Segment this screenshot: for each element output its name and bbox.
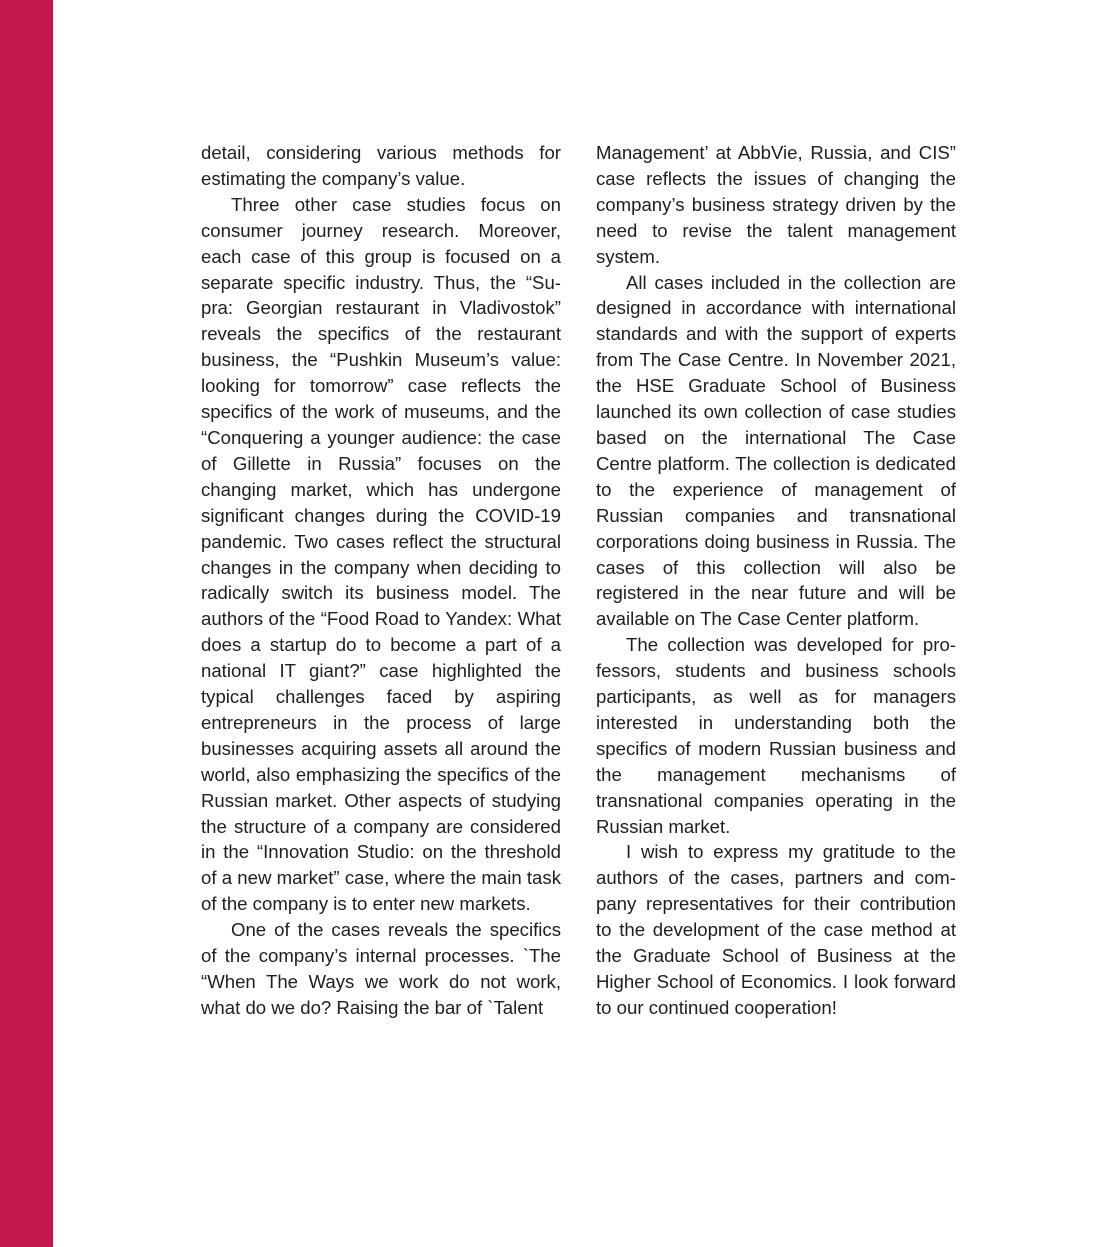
accent-side-bar xyxy=(0,0,53,1247)
paragraph: The collection was developed for professors, students and business schools participants, as well as for managers interested in understanding both the specifics of modern Russian business and the management mechanisms of transnational companies operating in the Russian market. xyxy=(596,634,956,837)
paragraph: detail, considering various methods for estimating the company’s value. xyxy=(201,142,561,189)
paragraph: One of the cases reveals the specifics of the company’s internal processes. `The “When The Ways we work do not work, what do we do? Raising the bar of `Talent xyxy=(201,919,561,1018)
right-text-column xyxy=(596,140,956,1021)
paragraph: All cases included in the collection are designed in accordance with international standards and with the support of experts from The Case Centre. In November 2021, the HSE Graduate School of Business launched its own collection of case studies based on the international The Case Centre platform. The collection is dedicated to the experience of management of Russian companies and transnational corporations doing business in Russia. The cases of this collection will also be registered in the near future and will be available on The Case Center platform. xyxy=(596,271,956,630)
left-text-column xyxy=(201,140,561,1021)
paragraph: I wish to express my gratitude to the authors of the cases, partners and company representatives for their contribution to the development of the case method at the Graduate School of Business at the Higher School of Economics. I look forward to our continued cooperation! xyxy=(596,841,956,1018)
paragraph: Three other case studies focus on consumer journey research. Moreover, each case of this group is focused on a separate specific industry. Thus, the “Supra: Georgian restaurant in Vladivostok” reveals the specifics of the restaurant business, the “Pushkin Museum’s value: looking for tomorrow” case reflects the specifics of the work of museums, and the “Conquering a younger audience: the case of Gillette in Russia” focuses on the changing market, which has undergone significant changes during the COVID-19 pandemic. Two cases reflect the structural changes in the company when deciding to radically switch its business model. The authors of the “Food Road to Yandex: What does a startup do to become a part of a national IT giant?” case highlighted the typical challenges faced by aspiring entrepreneurs in the process of large businesses acquiring assets all around the world, also emphasizing the specifics of the Russian market. Other aspects of studying the structure of a company are considered in the “Innovation Studio: on the threshold of a new market” case, where the main task of the company is to enter new markets. xyxy=(201,193,561,915)
paragraph: Management’ at AbbVie, Russia, and CIS” case reflects the issues of changing the company’s business strategy driven by the need to revise the talent management system. xyxy=(596,142,956,267)
